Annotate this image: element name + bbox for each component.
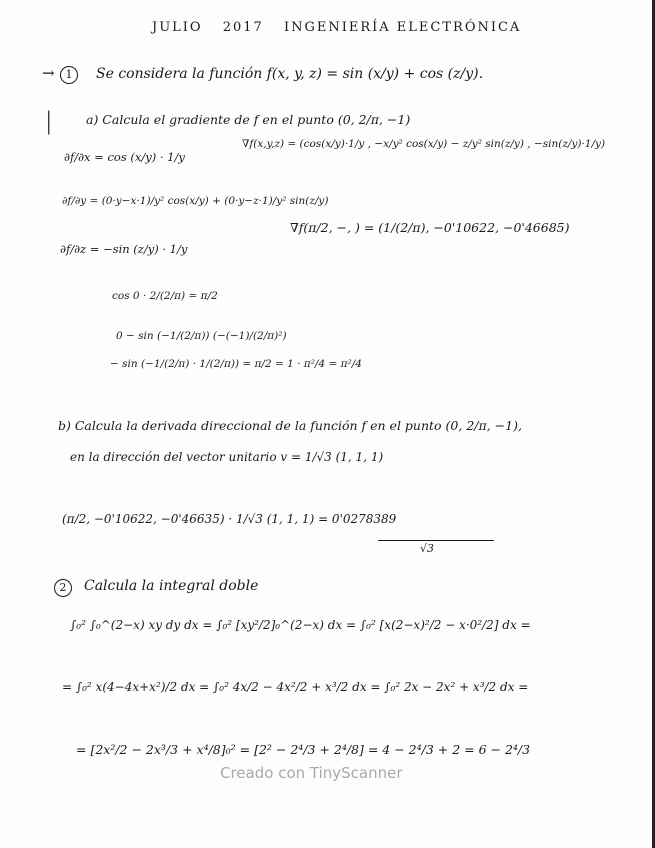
gradient-expression: ∇f(x,y,z) = (cos(x/y)·1/y , −x/y² cos(x/y) − z/y² sin(z/y) , −sin(z/y)·1/y): [242, 138, 606, 150]
result-underline: [378, 540, 494, 541]
part-b-statement-line-2: en la dirección del vector unitario v = 1/√3 (1, 1, 1): [70, 450, 384, 464]
header-degree: INGENIERÍA ELECTRÓNICA: [283, 20, 522, 35]
header-year: 2017: [222, 20, 264, 35]
result-denominator: √3: [420, 542, 435, 555]
eval-line-2: 0 − sin (−1/(2/π)) (−(−1)/(2/π)²): [116, 330, 287, 342]
eval-line-3: − sin (−1/(2/π) · 1/(2/π)) = π/2 = 1 · π²/4 = π²/4: [110, 358, 362, 370]
part-b-statement-line-1: b) Calcula la derivada direccional de la función f en el punto (0, 2/π, −1),: [58, 418, 522, 433]
partial-x: ∂f/∂x = cos (x/y) · 1/y: [64, 150, 185, 164]
margin-rule: [48, 0, 50, 848]
eval-line-1: cos 0 · 2/(2/π) = π/2: [112, 290, 218, 302]
scanner-watermark: Creado con TinyScanner: [220, 764, 403, 782]
problem-arrow: →: [42, 64, 55, 82]
integral-line-3: = [2x²/2 − 2x³/3 + x⁴/8]₀² = [2² − 2⁴/3 + 2⁴/8] = 4 − 2⁴/3 + 2 = 6 − 2⁴/3: [76, 742, 531, 757]
partial-y: ∂f/∂y = (0·y−x·1)/y² cos(x/y) + (0·y−z·1)/y² sin(z/y): [62, 195, 329, 207]
integral-line-2: = ∫₀² x(4−4x+x²)/2 dx = ∫₀² 4x/2 − 4x²/2 + x³/2 dx = ∫₀² 2x − 2x² + x³/2 dx =: [62, 680, 529, 694]
problem-1-statement: Se considera la función f(x, y, z) = sin (x/y) + cos (z/y).: [96, 66, 484, 82]
gradient-at-point: ∇f(π/2, −, ) = (1/(2/π), −0'10622, −0'46685): [290, 220, 570, 235]
exam-header: [152, 20, 521, 35]
problem-2-number: 2: [54, 576, 72, 597]
integral-line-1: ∫₀² ∫₀^(2−x) xy dy dx = ∫₀² [xy²/2]₀^(2−x) dx = ∫₀² [x(2−x)²/2 − x·0²/2] dx =: [70, 618, 531, 632]
partial-z: ∂f/∂z = −sin (z/y) · 1/y: [60, 242, 188, 256]
header-month: JULIO: [152, 20, 203, 35]
directional-derivative: (π/2, −0'10622, −0'46635) · 1/√3 (1, 1, 1) = 0'0278389: [62, 512, 397, 526]
problem-1-number: 1: [60, 63, 78, 84]
problem-2-statement: Calcula la integral doble: [84, 578, 259, 594]
part-a-statement: a) Calcula el gradiente de f en el punto (0, 2/π, −1): [86, 112, 411, 127]
